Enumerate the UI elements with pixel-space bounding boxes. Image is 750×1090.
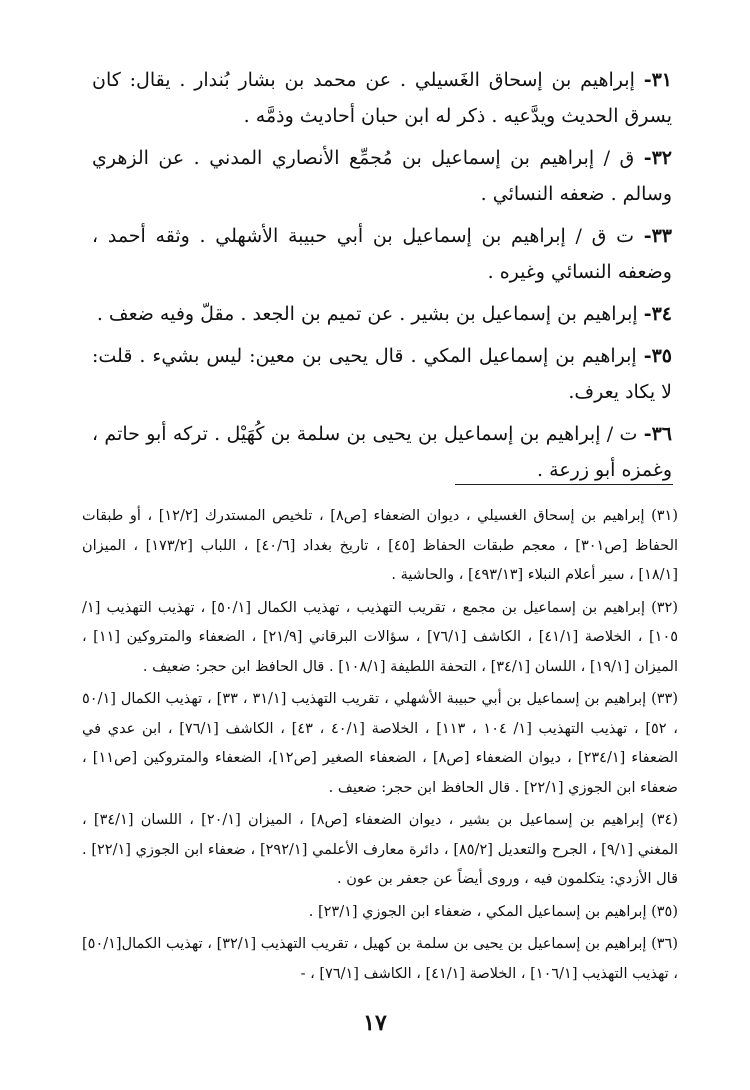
entry-36 xyxy=(92,416,672,488)
entry-text: ق / إبراهيم بن إسماعيل بن مُجمِّع الأنصاري المدني . عن الزهري وسالم . ضعفه النسائي . xyxy=(92,147,672,205)
entry-text: إبراهيم بن إسماعيل بن بشير . عن تميم بن الجعد . مقلّ وفيه ضعف . xyxy=(96,303,638,325)
footnote-32: (٣٢) إبراهيم بن إسماعيل بن مجمع ، تقريب التهذيب ، تهذيب الكمال [٥٠/١] ، تهذيب التهذيب [١/ ١٠٥] ، الخلاصة [٤١/١] ، الكاشف [٧٦/١] ، سؤالات البرقاني [٢١/٩] ، الضعفاء والمتروكين [١١] ، الميزان [١٩/١] ، اللسان [٣٤/١] ، التحفة اللطيفة [١٠٨/١] . قال الحافظ ابن حجر: ضعيف . xyxy=(82,599,679,675)
entry-number: ٣٤- xyxy=(643,303,672,325)
entry-34 xyxy=(92,296,672,332)
entry-number: ٣١- xyxy=(643,69,673,91)
entry-32 xyxy=(92,140,672,212)
main-text xyxy=(92,62,672,494)
entry-31 xyxy=(92,62,672,134)
entry-number: ٣٣- xyxy=(643,225,673,247)
footnote-31: (٣١) إبراهيم بن إسحاق الغسيلي ، ديوان الضعفاء [ص٨] ، تلخيص المستدرك [١٢/٢] ، أو طبقات الحفاظ [ص٣٠١] ، معجم طبقات الحفاظ [٤٥] ، تاريخ بغداد [٤٠/٦] ، اللباب [١٧٣/٢] ، الميزان [١٨/١] ، سير أعلام النبلاء [٤٩٣/١٣] ، والحاشية . xyxy=(82,508,679,583)
footnote-35: (٣٥) إبراهيم بن إسماعيل المكي ، ضعفاء ابن الجوزي [٢٣/١] . xyxy=(308,903,678,920)
footnote-separator xyxy=(455,484,673,485)
entry-number: ٣٥- xyxy=(643,345,672,367)
page-number: ١٧ xyxy=(363,1010,387,1036)
footnote-33: (٣٣) إبراهيم بن إسماعيل بن أبي حبيبة الأشهلي ، تقريب التهذيب [٣١/١ ، ٣٣] ، تهذيب الكمال [٥٠/١ ، ٥٢] ، تهذيب التهذيب [١/ ١٠٤ ، ١١٣] ، الخلاصة [٤٠/١ ، ٤٣] ، الكاشف [٧٦/١] ، ابن عدي في الضعفاء [٢٣٤/١] ، ديوان الضعفاء [ص٨] ، الضعفاء الصغير [ص١٢]، الضعفاء والمتروكين [ص١١] ، ضعفاء ابن الجوزي [٢٢/١] . قال الحافظ ابن حجر: ضعيف . xyxy=(82,691,679,796)
entry-number: ٣٦- xyxy=(643,423,673,445)
entry-number: ٣٢- xyxy=(643,147,672,169)
footnote-34: (٣٤) إبراهيم بن إسماعيل بن بشير ، ديوان الضعفاء [ص٨] ، الميزان [٢٠/١] ، اللسان [٣٤/١] ، المغني [٩/١] ، الجرح والتعديل [٨٥/٢] ، دائرة معارف الأعلمي [٢٩٢/١] ، ضعفاء ابن الجوزي [٢٢/١] . قال الأزدي: يتكلمون فيه ، وروى أيضاً عن جعفر بن عون . xyxy=(82,812,679,887)
entry-35 xyxy=(92,338,672,410)
entry-text: إبراهيم بن إسماعيل المكي . قال يحيى بن معين: ليس بشيء . قلت: لا يكاد يعرف. xyxy=(92,345,672,403)
entry-text: ت / إبراهيم بن إسماعيل بن يحيى بن سلمة بن كُهَيْل . تركه أبو حاتم ، وغمزه أبو زرعة . xyxy=(92,423,672,481)
entry-33 xyxy=(92,218,672,290)
footnote-36: (٣٦) إبراهيم بن إسماعيل بن يحيى بن سلمة بن كهيل ، تقريب التهذيب [٣٢/١] ، تهذيب الكمال[٥٠/١] ، تهذيب التهذيب [١٠٦/١] ، الخلاصة [٤١/١] ، الكاشف [٧٦/١] ، - xyxy=(82,936,679,982)
footnotes xyxy=(82,502,678,992)
entry-text: ت ق / إبراهيم بن إسماعيل بن أبي حبيبة الأشهلي . وثقه أحمد ، وضعفه النسائي وغيره . xyxy=(92,225,672,283)
entry-text: إبراهيم بن إسحاق الغَسيلي . عن محمد بن بشار بُندار . يقال: كان يسرق الحديث ويدَّعيه . ذكر له ابن حبان أحاديث وذمَّه . xyxy=(92,69,672,127)
